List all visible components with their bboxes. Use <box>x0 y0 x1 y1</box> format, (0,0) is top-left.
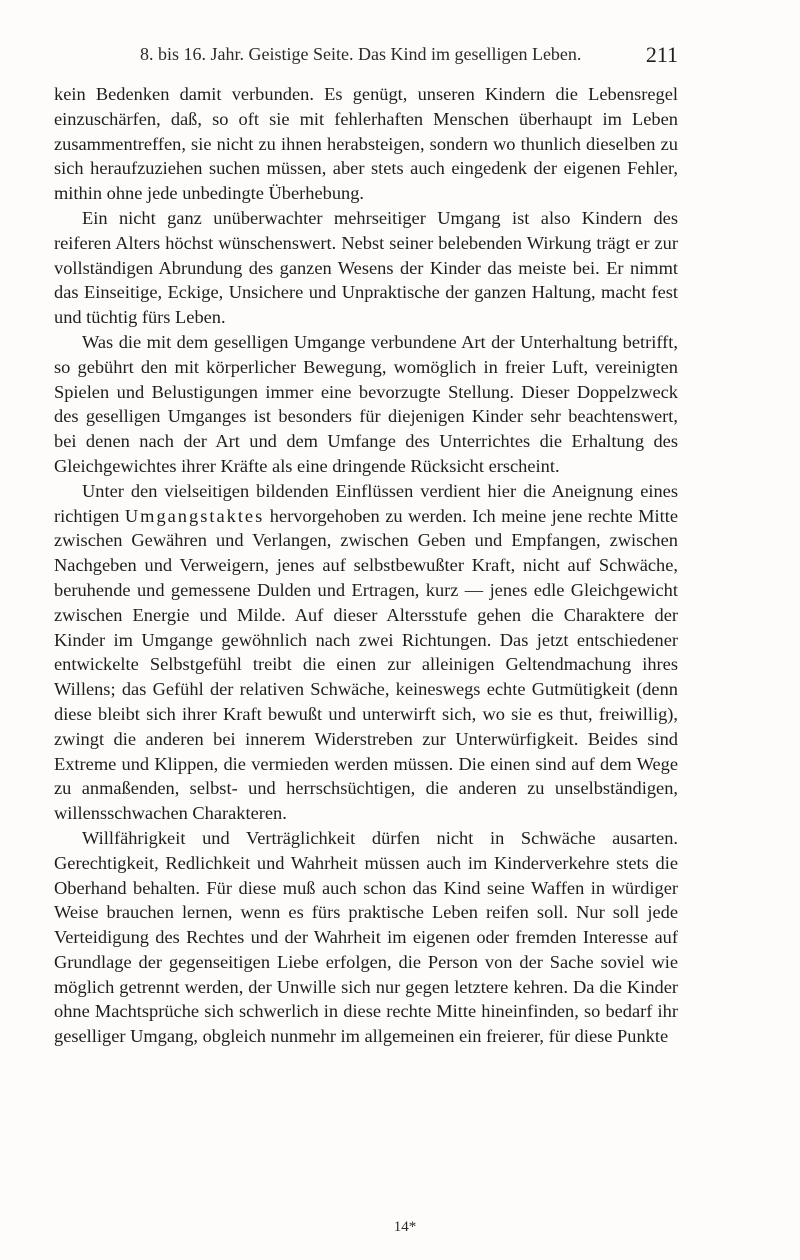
running-head: 8. bis 16. Jahr. Geistige Seite. Das Kind im geselligen Leben. <box>140 44 582 64</box>
paragraph: kein Bedenken damit verbunden. Es genügt, unseren Kindern die Lebensregel einzuschärfen, daß, so oft sie mit fehlerhaften Menschen überhaupt im Leben zusammentreffen, sie nicht zu ihnen herabsteigen, sondern wo thunlich dieselben zu sich heraufzuziehen suchen müssen, aber stets auch eingedenk der eigenen Fehler, mithin ohne jede unbedingte Überhebung. <box>54 84 678 204</box>
signature-mark: 14* <box>393 1219 417 1235</box>
page-number: 211 <box>645 42 678 67</box>
paragraph: Was die mit dem geselligen Umgange verbundene Art der Unterhaltung betrifft, so gebührt den mit körperlicher Bewegung, womöglich in freier Luft, vereinigten Spielen und Belustigungen immer eine bevorzugte Stellung. Dieser Doppelzweck des geselligen Umganges ist besonders für diejenigen Kinder sehr beachtenswert, bei denen nach der Art und dem Umfange des Unterrichtes die Erhaltung des Gleichgewichtes ihrer Kräfte als eine dringende Rücksicht erscheint. <box>54 331 678 476</box>
emphasized-term: Umgangstaktes <box>124 505 265 526</box>
paragraph: Ein nicht ganz unüberwachter mehrseitiger Umgang ist also Kindern des reiferen Alters höchst wünschenswert. Nebst seiner belebenden Wirkung trägt er zur vollständigen Abrundung des ganzen Wesens der Kinder das meiste bei. Er nimmt das Einseitige, Eckige, Unsichere und Unpraktische der ganzen Haltung, macht fest und tüchtig fürs Leben. <box>54 207 678 328</box>
paragraph <box>54 479 678 826</box>
body-text <box>54 82 678 1049</box>
paragraph: Willfährigkeit und Verträglichkeit dürfen nicht in Schwäche ausarten. Gerechtigkeit, Redlichkeit und Wahrheit müssen auch im Kinderverkehre stets die Oberhand behalten. Für diese muß auch schon das Kind seine Waffen in würdiger Weise brauchen lernen, wenn es fürs praktische Leben reifen soll. Nur soll jede Verteidigung des Rechtes und der Wahrheit im eigenen oder fremden Interesse auf Grundlage der gegenseitigen Liebe erfolgen, die Person von der Sache soviel wie möglich getrennt werden, der Unwille sich nur gegen letztere kehren. Da die Kinder ohne Machtsprüche sich schwerlich in diese rechte Mitte hineinfinden, so bedarf ihr geselliger Umgang, obgleich nunmehr im allgemeinen ein freierer, für diese Punkte <box>54 827 678 1047</box>
page-header <box>140 44 678 72</box>
paragraph-text: Unter den vielseitigen bildenden Einflüssen verdient hier die Aneignung eines richtigen <box>54 480 678 526</box>
paragraph-text: hervorgehoben zu werden. Ich meine jene rechte Mitte zwischen Gewähren und Verlangen, zwischen Geben und Empfangen, zwischen Nachgeben und Verweigern, jenes auf selbstbewußter Kraft, nicht auf Schwäche, beruhende und gemessene Dulden und Ertragen, kurz — jenes edle Gleichgewicht zwischen Energie und Milde. Auf dieser Altersstufe gehen die Charaktere der Kinder im Umgange gewöhnlich nach zwei Richtungen. Das jetzt entschiedener entwickelte Selbstgefühl treibt die einen zur alleinigen Geltendmachung ihres Willens; das Gefühl der relativen Schwäche, keineswegs echte Gutmütigkeit (denn diese bleibt sich ihrer Kraft bewußt und unterwirft sich, wo sie es thut, freiwillig), zwingt die anderen bei innerem Widerstreben zur Unterwürfigkeit. Beides sind Extreme und Klippen, die vermieden werden müssen. Die einen sind auf dem Wege zu anmaßenden, selbst- und herrschsüchtigen, die anderen zu unselbständigen, willensschwachen Charakteren. <box>54 505 678 824</box>
page-footer <box>0 1218 800 1236</box>
